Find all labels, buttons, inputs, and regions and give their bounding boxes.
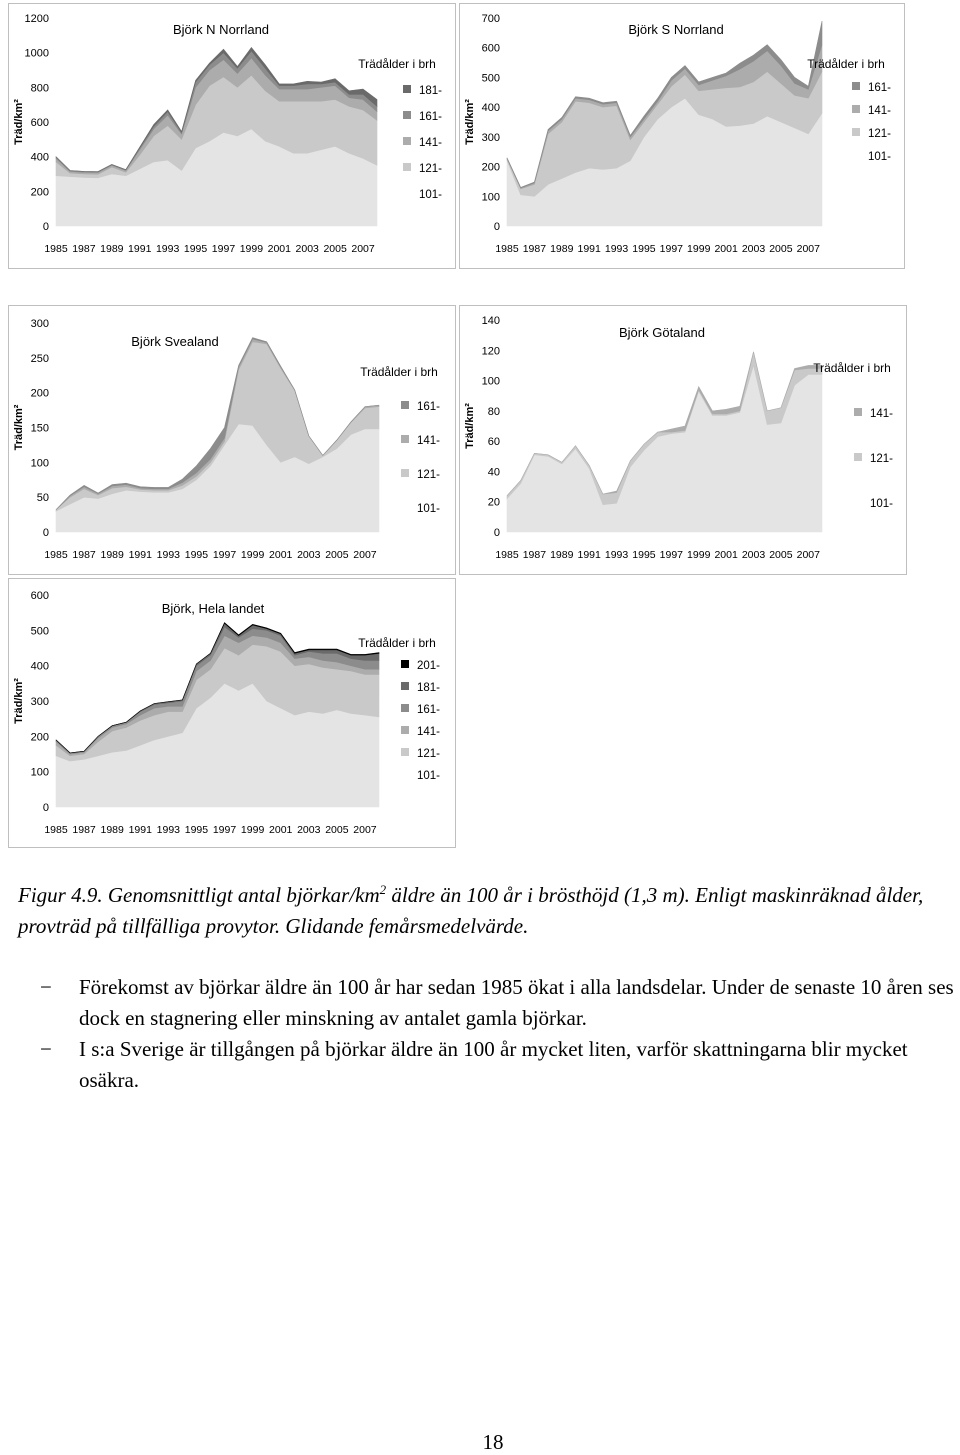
chart-svg	[9, 306, 455, 574]
bullet-item	[0, 1034, 960, 1096]
y-tick-label: 150	[30, 422, 49, 435]
chart-svg	[9, 579, 455, 847]
legend-label: 161-	[417, 401, 441, 413]
chart-title: Björk N Norrland	[172, 22, 270, 37]
x-tick-label: 1985	[495, 549, 519, 561]
x-tick-label: 1993	[155, 243, 180, 255]
y-tick-label: 700	[481, 13, 500, 25]
legend-label: 181-	[417, 682, 441, 694]
x-tick-label: 1985	[44, 549, 68, 561]
y-tick-label: 100	[481, 375, 500, 388]
chart-title: Björk S Norrland	[628, 22, 724, 37]
x-tick-label: 2003	[741, 243, 766, 255]
x-tick-label: 1993	[156, 549, 181, 561]
legend-label: 181-	[419, 85, 443, 97]
x-tick-label: 1993	[604, 549, 629, 561]
legend-label: 101-	[870, 498, 894, 510]
x-tick-label: 1995	[184, 824, 209, 836]
x-tick-label: 2003	[297, 824, 321, 836]
x-tick-label: 1993	[604, 243, 629, 255]
caption-text-before: Figur 4.9. Genomsnittligt antal björkar/km	[18, 883, 380, 907]
legend-swatch	[401, 682, 409, 690]
x-tick-label: 1989	[100, 243, 124, 255]
legend-label: 161-	[417, 704, 441, 716]
y-tick-label: 0	[42, 527, 49, 539]
x-tick-label: 2005	[769, 549, 793, 561]
chart-title: Björk, Hela landet	[161, 601, 265, 616]
legend-swatch	[401, 748, 409, 756]
bullet-text: Förekomst av björkar äldre än 100 år har sedan 1985 ökat i alla landsdelar. Under de senaste 10 åren ses dock en stagnering eller minskning av antalet gamla björkar.	[79, 975, 954, 1030]
legend-label: 141-	[868, 105, 892, 117]
x-tick-label: 1997	[212, 549, 237, 561]
y-tick-label: 80	[487, 405, 500, 418]
legend-label: 141-	[417, 435, 441, 447]
legend-swatch	[401, 660, 409, 668]
x-tick-label: 1997	[659, 243, 684, 255]
x-tick-label: 2003	[295, 243, 319, 255]
x-tick-label: 1999	[687, 549, 711, 561]
legend-swatch	[852, 128, 860, 136]
legend-swatch	[403, 163, 411, 171]
x-tick-label: 1985	[44, 243, 68, 255]
y-tick-label: 100	[481, 191, 500, 204]
x-tick-label: 2003	[297, 549, 321, 561]
legend-label: 141-	[870, 408, 894, 420]
legend-label: 121-	[870, 453, 894, 465]
y-tick-label: 250	[30, 352, 49, 365]
y-tick-label: 300	[481, 131, 500, 144]
legend-swatch	[401, 726, 409, 734]
y-tick-label: 1200	[24, 13, 49, 25]
chart-gotaland	[459, 305, 907, 575]
chart-n-norrland	[8, 3, 456, 269]
x-tick-label: 1989	[550, 243, 574, 255]
x-tick-label: 1993	[156, 824, 181, 836]
legend-swatch	[401, 704, 409, 712]
y-tick-label: 100	[30, 457, 49, 470]
x-tick-label: 1995	[632, 549, 656, 561]
x-tick-label: 1995	[184, 549, 209, 561]
y-tick-label: 0	[493, 221, 500, 233]
legend-label: 161-	[868, 82, 892, 94]
x-tick-label: 2001	[269, 549, 293, 561]
chart-title: Björk Götaland	[619, 325, 705, 340]
chart-svg	[460, 306, 906, 574]
legend-label: 201-	[417, 660, 441, 672]
bullet-list	[0, 972, 960, 1096]
legend-swatch	[852, 82, 860, 90]
x-tick-label: 2001	[714, 549, 738, 561]
x-tick-label: 2007	[353, 549, 377, 561]
y-tick-label: 200	[481, 161, 500, 174]
y-tick-label: 50	[36, 492, 49, 505]
figure-caption	[18, 880, 948, 942]
x-tick-label: 1989	[100, 549, 124, 561]
x-tick-label: 1991	[577, 243, 601, 255]
legend-title: Trädålder i brh	[360, 365, 438, 379]
x-tick-label: 1997	[212, 824, 237, 836]
x-tick-label: 2007	[796, 243, 820, 255]
y-axis-label: Träd/km²	[13, 678, 25, 724]
x-tick-label: 1987	[522, 243, 547, 255]
legend-label: 121-	[417, 469, 441, 481]
chart-svg	[460, 4, 904, 268]
bullet-dash: −	[40, 975, 52, 999]
x-tick-label: 1995	[632, 243, 656, 255]
caption-superscript: 2	[379, 882, 387, 897]
y-tick-label: 600	[30, 117, 49, 129]
x-tick-label: 2007	[796, 549, 820, 561]
x-tick-label: 2005	[769, 243, 793, 255]
y-tick-label: 300	[30, 696, 49, 708]
x-tick-label: 1987	[522, 549, 547, 561]
legend-label: 101-	[417, 503, 441, 515]
legend-swatch	[403, 137, 411, 145]
legend-swatch	[401, 435, 409, 443]
y-tick-label: 0	[493, 527, 500, 539]
series-area-101	[507, 365, 822, 532]
legend-label: 101-	[868, 151, 892, 163]
legend-label: 141-	[417, 726, 441, 738]
y-axis-label: Träd/km²	[13, 404, 25, 451]
legend-swatch	[401, 401, 409, 409]
y-tick-label: 500	[481, 72, 500, 85]
legend-swatch	[852, 105, 860, 113]
y-tick-label: 200	[30, 387, 49, 400]
x-tick-label: 2001	[267, 243, 291, 255]
x-tick-label: 1985	[495, 243, 519, 255]
y-tick-label: 60	[487, 436, 500, 449]
y-axis-label: Träd/km²	[13, 99, 25, 145]
y-tick-label: 300	[30, 318, 49, 330]
x-tick-label: 2007	[351, 243, 375, 255]
bullet-dash: −	[40, 1037, 52, 1061]
y-tick-label: 400	[30, 660, 49, 673]
y-tick-label: 500	[30, 625, 49, 638]
x-tick-label: 1989	[100, 824, 124, 836]
x-tick-label: 1999	[239, 243, 264, 255]
caption-text-after: äldre än 100 år i brösthöjd (1,3 m). Enligt maskinräknad ålder, provträd på tillfälliga provytor. Glidande femårsmedelvärde.	[18, 883, 924, 938]
y-tick-label: 600	[481, 42, 500, 55]
x-tick-label: 1999	[687, 243, 711, 255]
page-number: 18	[482, 1430, 504, 1454]
x-tick-label: 1985	[44, 824, 68, 836]
y-tick-label: 0	[42, 221, 49, 233]
x-tick-label: 1995	[183, 243, 208, 255]
x-tick-label: 2005	[323, 243, 347, 255]
x-tick-label: 1987	[72, 824, 96, 836]
chart-svealand	[8, 305, 456, 575]
legend-title: Trädålder i brh	[358, 636, 436, 650]
y-axis-label: Träd/km²	[464, 403, 476, 449]
legend-label: 121-	[868, 128, 892, 140]
x-tick-label: 2001	[714, 243, 738, 255]
x-tick-label: 2003	[741, 549, 766, 561]
x-tick-label: 2005	[325, 824, 349, 836]
legend-label: 161-	[419, 111, 443, 123]
x-tick-label: 1991	[128, 824, 152, 836]
chart-title: Björk Svealand	[131, 334, 219, 349]
x-tick-label: 1987	[72, 549, 96, 561]
y-tick-label: 140	[481, 315, 500, 327]
y-tick-label: 100	[30, 766, 49, 779]
x-tick-label: 1999	[240, 824, 265, 836]
x-tick-label: 1991	[128, 243, 152, 255]
chart-svg	[9, 4, 455, 268]
chart-s-norrland	[459, 3, 905, 269]
y-tick-label: 120	[481, 345, 500, 358]
x-tick-label: 1989	[550, 549, 574, 561]
legend-label: 121-	[417, 748, 441, 760]
y-axis-label: Träd/km²	[464, 99, 476, 145]
x-tick-label: 1997	[659, 549, 684, 561]
y-tick-label: 40	[487, 466, 500, 479]
bullet-text: I s:a Sverige är tillgången på björkar äldre än 100 år mycket liten, varför skattningarna blir mycket osäkra.	[79, 1037, 908, 1092]
legend-title: Trädålder i brh	[807, 57, 885, 71]
legend-swatch	[854, 408, 862, 416]
legend-title: Trädålder i brh	[813, 361, 891, 375]
legend-label: 121-	[419, 163, 443, 175]
x-tick-label: 1999	[240, 549, 265, 561]
bullet-item	[0, 972, 960, 1034]
x-tick-label: 2001	[269, 824, 293, 836]
y-tick-label: 400	[481, 102, 500, 115]
legend-title: Trädålder i brh	[358, 57, 436, 71]
x-tick-label: 2005	[325, 549, 349, 561]
y-tick-label: 1000	[24, 47, 49, 60]
y-tick-label: 800	[30, 82, 49, 95]
legend-swatch	[401, 469, 409, 477]
y-tick-label: 0	[42, 802, 49, 814]
y-tick-label: 200	[30, 731, 49, 744]
legend-label: 101-	[419, 189, 443, 201]
x-tick-label: 2007	[353, 824, 377, 836]
x-tick-label: 1997	[211, 243, 236, 255]
y-tick-label: 600	[30, 590, 49, 602]
legend-swatch	[854, 453, 862, 461]
x-tick-label: 1987	[72, 243, 96, 255]
y-tick-label: 20	[487, 496, 500, 509]
y-tick-label: 200	[30, 186, 49, 199]
x-tick-label: 1991	[577, 549, 601, 561]
legend-label: 101-	[417, 770, 441, 782]
y-tick-label: 400	[30, 151, 49, 164]
chart-hela-landet	[8, 578, 456, 848]
legend-swatch	[403, 85, 411, 93]
legend-label: 141-	[419, 137, 443, 149]
x-tick-label: 1991	[128, 549, 152, 561]
legend-swatch	[403, 111, 411, 119]
